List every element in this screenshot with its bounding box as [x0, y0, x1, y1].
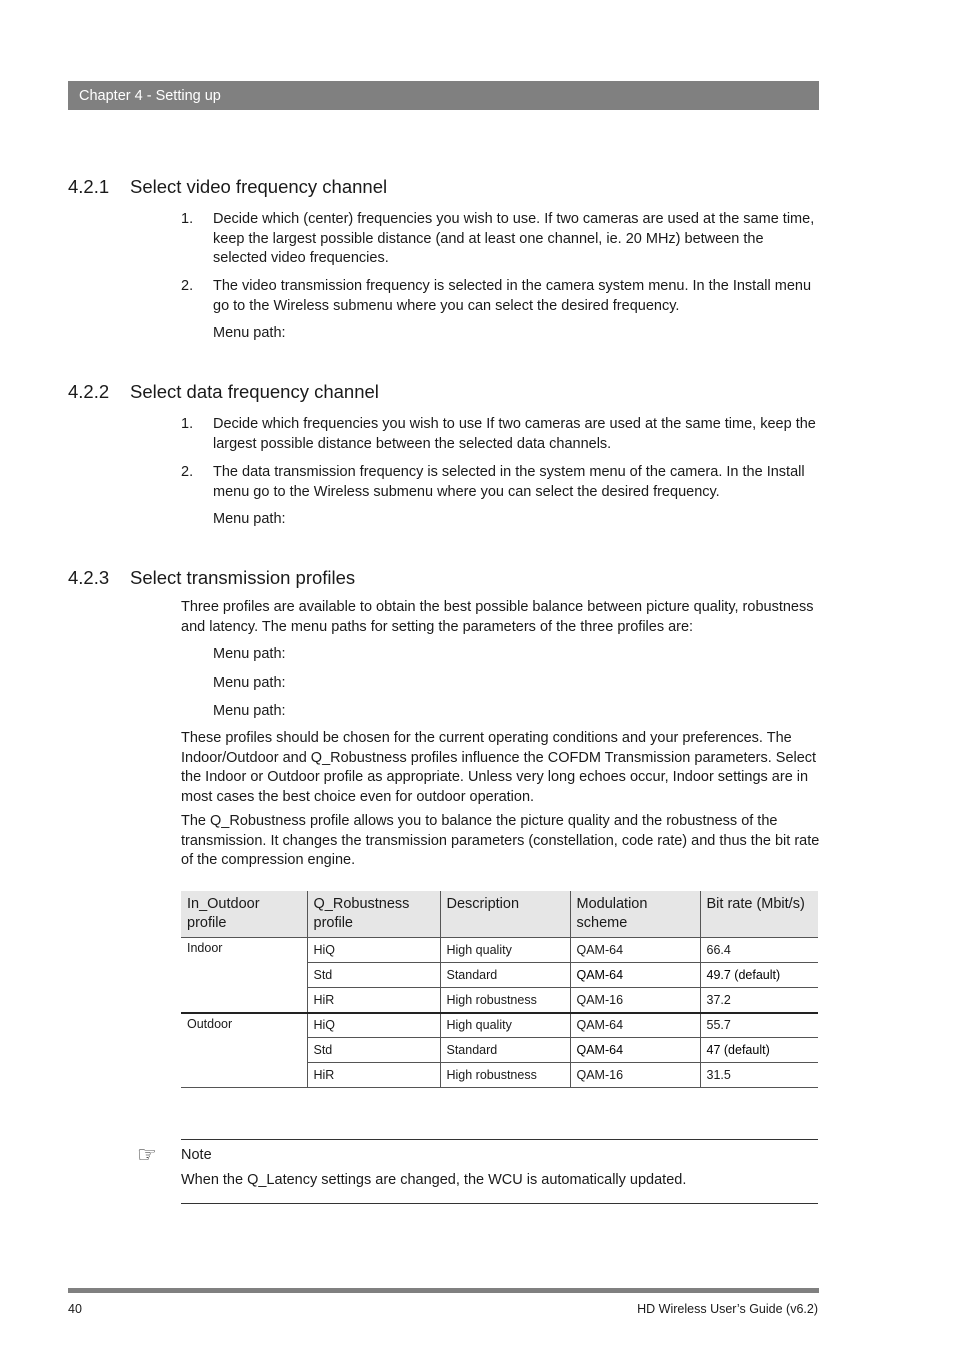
section-number: 4.2.3 [68, 567, 110, 588]
table-cell: HiR [307, 988, 440, 1013]
table-cell: 49.7 (default) [700, 963, 818, 988]
table-cell: HiQ [307, 1013, 440, 1038]
step-1 [181, 210, 821, 269]
column-header: Q_Robustness profile [307, 891, 440, 938]
section-title: Select transmission profiles [130, 567, 356, 588]
page-number: 40 [68, 1302, 82, 1316]
footer-rule [68, 1288, 819, 1293]
chapter-title: Chapter 4 - Setting up [79, 87, 221, 104]
note-text: When the Q_Latency settings are changed, the WCU is automatically updated. [181, 1172, 687, 1188]
table-cell: 66.4 [700, 938, 818, 963]
menu-path-label: Menu path: [213, 703, 286, 719]
table-cell: High quality [440, 1013, 570, 1038]
section-number: 4.2.1 [68, 176, 110, 197]
note-label: Note [181, 1147, 212, 1163]
step-2 [181, 277, 821, 316]
table-cell: HiQ [307, 938, 440, 963]
step-text: Decide which frequencies you wish to use If two cameras are used at the same time, keep the largest possible distance between the selected data channels. [213, 416, 816, 452]
table-cell: Std [307, 963, 440, 988]
table-cell: Standard [440, 1038, 570, 1063]
menu-term-wireless: Wireless [313, 483, 370, 500]
table-row [181, 938, 818, 963]
table-cell: 31.5 [700, 1063, 818, 1088]
step-text: The data transmission frequency is selected in the system menu of the camera. In the Install menu go to the Wireless submenu where you can select the desired frequency. [213, 464, 805, 500]
table-cell: 47 (default) [700, 1038, 818, 1063]
step-1 [181, 415, 821, 454]
note-bottom-rule [181, 1203, 818, 1204]
profile-group-cell: Outdoor [181, 1013, 307, 1088]
section-title: Select data frequency channel [130, 381, 379, 402]
robustness-paragraph: The Q_Robustness profile allows you to balance the picture quality and the robustness of the transmission. It changes the transmission parameters (constellation, code rate) and thus the bit rate of the compression engine. [181, 813, 820, 868]
profile-group-cell: Indoor [181, 938, 307, 1013]
menu-path-label: Menu path: [213, 511, 286, 527]
section-heading-4-2-2 [68, 381, 379, 403]
table-cell: High robustness [440, 1063, 570, 1088]
menu-path-label: Menu path: [213, 675, 286, 691]
table-cell: QAM-64 [570, 1038, 700, 1063]
table-header-row [181, 891, 818, 938]
table-cell: QAM-64 [570, 938, 700, 963]
table-cell: QAM-64 [570, 963, 700, 988]
section-title: Select video frequency channel [130, 176, 388, 197]
table-cell: QAM-16 [570, 988, 700, 1013]
column-header: In_Outdoor profile [181, 891, 307, 938]
column-header: Bit rate (Mbit/s) [700, 891, 818, 938]
chapter-header [68, 81, 819, 110]
table-cell: Standard [440, 963, 570, 988]
step-number: 2. [181, 278, 194, 294]
pointing-hand-icon: ☞ [137, 1142, 157, 1167]
step-text: The video transmission frequency is selected in the camera system menu. In the Install menu go to the Wireless submenu where you can select the desired frequency. [213, 278, 812, 314]
table-cell: Std [307, 1038, 440, 1063]
menu-path-label: Menu path: [213, 325, 286, 341]
section-number: 4.2.2 [68, 381, 110, 402]
menu-term-wireless: Wireless [273, 297, 330, 314]
table-cell: QAM-16 [570, 1063, 700, 1088]
step-number: 1. [181, 211, 194, 227]
note-top-rule [181, 1139, 818, 1140]
menu-term-install: Install [732, 278, 771, 294]
table-cell: High quality [440, 938, 570, 963]
menu-path-label: Menu path: [213, 646, 286, 662]
section-heading-4-2-1 [68, 176, 387, 198]
profiles-paragraph: These profiles should be chosen for the current operating conditions and your preferences. The Indoor/Outdoor and Q_Robustness profiles influence the COFDM Transmission parameters. Select the Indoor or Outdoor profile as appropriate. Unless very long echoes occur, Indoor settings are in most cases the best choice even for outdoor operation. [181, 730, 817, 805]
step-number: 1. [181, 416, 194, 432]
intro-paragraph: Three profiles are available to obtain the best possible balance between picture quality, robustness and latency. The menu paths for setting the parameters of the three profiles are: [181, 599, 814, 635]
column-header: Modulation scheme [570, 891, 700, 938]
step-2 [181, 463, 821, 502]
step-text: Decide which (center) frequencies you wish to use. If two cameras are used at the same time, keep the largest possible distance (and at least one channel, ie. 20 MHz) between the selected video frequencies. [213, 211, 815, 266]
menu-term-install: Install [766, 464, 805, 480]
table-cell: HiR [307, 1063, 440, 1088]
step-number: 2. [181, 464, 194, 480]
table-cell: QAM-64 [570, 1013, 700, 1038]
column-header: Description [440, 891, 570, 938]
guide-title: HD Wireless User’s Guide (v6.2) [637, 1302, 818, 1316]
profiles-table [181, 891, 818, 1088]
table-cell: 37.2 [700, 988, 818, 1013]
table-cell: 55.7 [700, 1013, 818, 1038]
table-row [181, 1013, 818, 1038]
section-heading-4-2-3 [68, 567, 355, 589]
table-cell: High robustness [440, 988, 570, 1013]
